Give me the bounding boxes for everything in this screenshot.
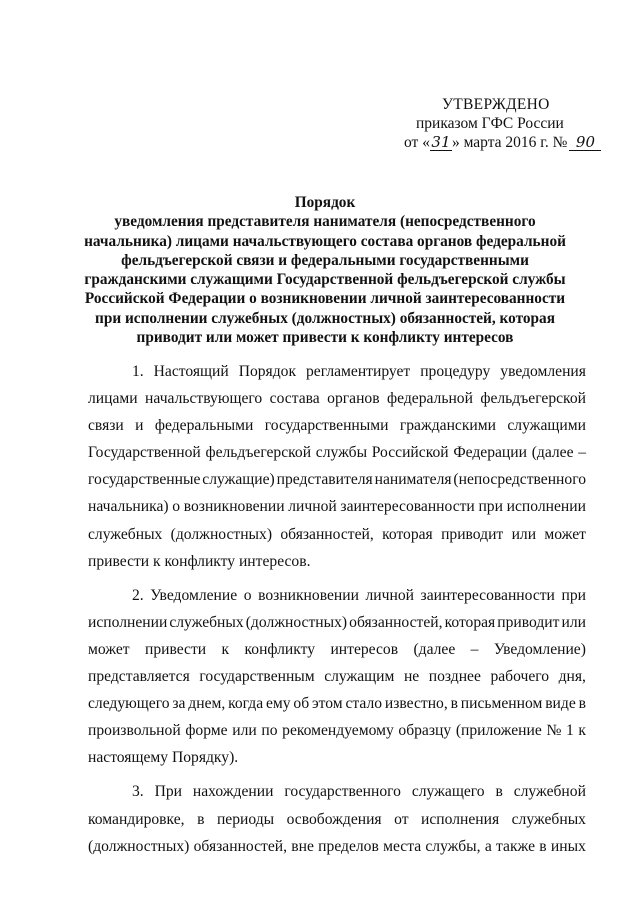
text-line (88, 636, 586, 663)
title-line: фельдъегерской связи и федеральными государственными (121, 251, 529, 269)
word: также (496, 837, 536, 855)
text-line (88, 778, 586, 805)
word: форме (185, 722, 228, 740)
word: служебных (88, 525, 163, 543)
word: федеральными (154, 417, 254, 435)
word: органов (327, 390, 380, 408)
word: исполнения (421, 810, 500, 828)
word: когда (228, 695, 264, 713)
word: при (478, 498, 503, 516)
word: виде (545, 695, 576, 713)
word: конфликту (244, 640, 316, 658)
word: не (403, 668, 420, 686)
word: о (172, 498, 181, 516)
text-line (88, 663, 586, 690)
word: Порядок (238, 363, 297, 380)
word: в (197, 810, 205, 828)
title-line: приводит или может привести к конфликту интересов (136, 329, 514, 347)
word: стало (345, 695, 383, 713)
word: по (261, 722, 278, 740)
word: фельдъегерской (480, 390, 586, 408)
word: в (578, 695, 586, 713)
word: об (293, 695, 310, 713)
word: обязанностей, (193, 837, 287, 855)
word: следующего (88, 695, 170, 713)
word: службы (315, 444, 368, 462)
word: Уведомление) (493, 640, 586, 658)
text-line: настоящему Порядку). (88, 749, 239, 767)
word: служебных (511, 810, 586, 828)
word: Федерации (453, 444, 527, 462)
word: при (561, 586, 586, 604)
word: в (450, 695, 458, 713)
word: рекомендуемому (282, 722, 394, 740)
approval-date-day: 31 (431, 133, 451, 151)
word: фельдъегерской (205, 444, 312, 462)
text-line (88, 439, 586, 466)
word: командировке, (88, 810, 185, 828)
word: пределов (318, 837, 379, 855)
text-line (88, 582, 586, 609)
title-line: гражданскими служащими Государственной фельдъегерской службы (84, 271, 566, 289)
word: процедуру (420, 363, 491, 380)
approval-stamp (404, 95, 604, 152)
word: письменном (460, 695, 543, 713)
word: 1 (565, 722, 574, 740)
word: днем, (188, 695, 226, 713)
word: государственным (199, 668, 315, 686)
word: службы, (425, 837, 481, 855)
word: (далее (413, 640, 456, 658)
word: (должностных) (245, 613, 348, 631)
word: (далее (531, 444, 574, 462)
word: представителя (276, 471, 373, 489)
paragraph-2 (88, 582, 586, 772)
word: служащими (507, 417, 586, 435)
word: или (232, 722, 257, 740)
text-line (88, 385, 586, 412)
word: (непосредственного (453, 471, 586, 489)
word: привести (144, 640, 207, 658)
word: начальствующего (145, 390, 263, 408)
word: (должностных) (170, 525, 273, 543)
word: к (578, 722, 586, 740)
word: которая (444, 613, 496, 631)
word: служащие) (202, 471, 275, 489)
word: за (172, 695, 186, 713)
text-line (88, 609, 586, 636)
word: может (544, 525, 586, 543)
word: представляется (88, 668, 190, 686)
word: служебной (513, 783, 586, 801)
approval-order-ref: приказом ГФС России (416, 115, 564, 132)
approval-date-line (404, 133, 604, 152)
word: исполнении (88, 613, 168, 631)
word: государственного (284, 783, 401, 801)
word: связи (88, 417, 124, 435)
word: освобождения (286, 810, 382, 828)
word: возникновении (258, 586, 359, 604)
word: заинтересованности (340, 498, 475, 516)
title-line: при исполнении служебных (должностных) обязанностей, которая (95, 309, 555, 327)
word: а (484, 837, 492, 855)
word: вне (291, 837, 314, 855)
word: 3. (132, 783, 144, 801)
word: лицами (88, 390, 138, 408)
word: Государственной (88, 444, 201, 462)
text-line (88, 806, 586, 833)
approval-heading: УТВЕРЖДЕНО (442, 96, 550, 113)
word: (должностных) (88, 837, 190, 855)
text-line (88, 521, 586, 548)
word: и (135, 417, 144, 435)
paragraph-3 (88, 778, 586, 859)
word: федеральной (387, 390, 473, 408)
title-line: Российской Федерации о возникновении личной заинтересованности (84, 290, 566, 308)
word: дня, (558, 668, 586, 686)
word: которая (382, 525, 433, 543)
word: известно, (384, 695, 448, 713)
title-line: начальника) лицами начальствующего состава органов федеральной (84, 232, 566, 250)
text-line (88, 493, 586, 520)
word: государственные (88, 471, 201, 489)
text-line (88, 466, 586, 493)
word: обязанностей, (349, 613, 443, 631)
title-line: уведомления представителя нанимателя (непосредственного (114, 213, 536, 231)
word: – (470, 640, 479, 658)
word: государственными (264, 417, 389, 435)
word: приводит (441, 525, 504, 543)
word: гражданскими (399, 417, 496, 435)
approval-date-prefix: от « (404, 134, 430, 151)
word: или (511, 525, 537, 543)
word: иных (550, 837, 586, 855)
word: (приложение (455, 722, 542, 740)
word: нанимателя (374, 471, 452, 489)
word: № (546, 722, 562, 740)
word: нахождении (192, 783, 274, 801)
word: к (221, 640, 230, 658)
word: Уведомление (150, 586, 238, 604)
word: возникновении (183, 498, 285, 516)
word: приводит (497, 613, 560, 631)
paragraph-1 (88, 358, 586, 575)
word: в (495, 783, 503, 801)
word: личной (288, 498, 337, 516)
word: этом (311, 695, 343, 713)
word: регламентирует (306, 363, 411, 380)
word: 2. (132, 586, 144, 604)
word: При (154, 783, 182, 801)
word: интересов (330, 640, 399, 658)
document-body (88, 358, 586, 867)
text-line (88, 690, 586, 717)
word: о (243, 586, 252, 604)
word: образцу (398, 722, 452, 740)
word: состава (269, 390, 320, 408)
document-title (80, 193, 570, 347)
text-line (88, 358, 586, 385)
approval-date-suffix: » марта 2016 г. № (451, 134, 568, 151)
word: уведомления (500, 363, 586, 380)
word: обязанностей, (280, 525, 374, 543)
text-line (88, 833, 586, 860)
word: ему (265, 695, 291, 713)
word: исполнении (506, 498, 586, 516)
word: 1. (132, 363, 144, 380)
word: служебных (169, 613, 244, 631)
word: периоды (216, 810, 275, 828)
text-line (88, 717, 586, 744)
word: служащим (324, 668, 395, 686)
text-line (88, 412, 586, 439)
word: в (539, 837, 547, 855)
word: может (88, 640, 130, 658)
word: Российской (371, 444, 449, 462)
approval-order-number: 90 (569, 134, 601, 151)
word: – (578, 444, 586, 462)
title-heading: Порядок (294, 194, 356, 211)
word: личной (365, 586, 414, 604)
word: места (383, 837, 422, 855)
word: служащего (411, 783, 485, 801)
word: Настоящий (153, 363, 229, 380)
word: или (561, 613, 586, 631)
word: заинтересованности (420, 586, 555, 604)
text-line: привести к конфликту интересов. (88, 552, 311, 570)
word: начальника) (88, 498, 169, 516)
word: позднее (428, 668, 481, 686)
word: рабочего (490, 668, 550, 686)
word: от (394, 810, 409, 828)
word: произвольной (88, 722, 181, 740)
